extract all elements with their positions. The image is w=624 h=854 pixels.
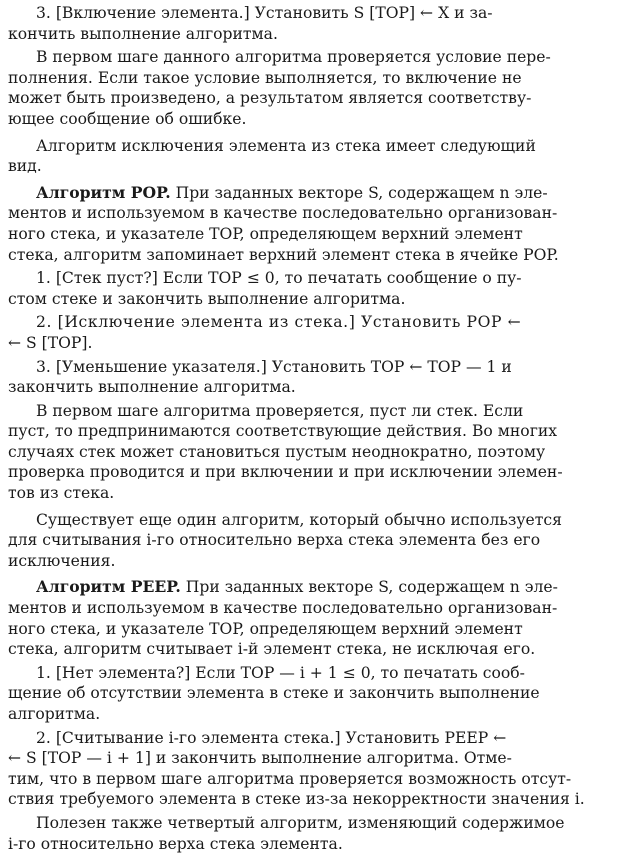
algorithm-peep-heading: Алгоритм PEEP. (36, 577, 181, 597)
text-line: ющее сообщение об ошибке. (8, 109, 247, 128)
text-line: закончить выполнение алгоритма. (8, 378, 296, 397)
text-line: стека, алгоритм считывает i-й элемент стека, не исключая его. (8, 640, 536, 659)
text-line: кончить выполнение алгоритма. (8, 24, 278, 43)
text-line: тов из стека. (8, 484, 115, 503)
text-line (8, 183, 612, 204)
closing-paragraph (8, 813, 612, 854)
pop-step-3 (8, 357, 612, 398)
text-line: В первом шаге данного алгоритма проверяется условие пере- (36, 48, 551, 67)
text-line: стом стеке и закончить выполнение алгоритма. (8, 289, 406, 308)
text-line: ного стека, и указателе TOP, определяющем верхний элемент (8, 224, 523, 243)
text-line: может быть произведено, а результатом является соответству- (8, 89, 532, 108)
pop-intro (8, 136, 612, 177)
text-line: 1. [Стек пуст?] Если TOP ≤ 0, то печатать сообщение о пу- (36, 269, 522, 288)
peep-intro (8, 510, 612, 572)
text-line: ← S [TOP]. (8, 333, 93, 352)
push-explanation (8, 47, 612, 129)
text-line: случаях стек может становиться пустым неоднократно, поэтому (8, 442, 546, 461)
pop-step-2 (8, 312, 612, 353)
text-line: для считывания i-го относительно верха стека элемента без его (8, 531, 541, 550)
text-line: проверка проводится и при включении и при исключении элемен- (8, 463, 563, 482)
text-line: пуст, то предпринимаются соответствующие действия. Во многих (8, 422, 558, 441)
pop-step-1 (8, 268, 612, 309)
text-line: полнения. Если такое условие выполняется, то включение не (8, 68, 522, 87)
text-line: Полезен также четвертый алгоритм, изменяющий содержимое (36, 813, 565, 832)
peep-step-2 (8, 728, 612, 810)
text-line: стека, алгоритм запоминает верхний элемент стека в ячейке POP. (8, 245, 559, 264)
algorithm-peep-definition (8, 577, 612, 659)
text-line: ← S [TOP — i + 1] и закончить выполнение алгоритма. Отме- (8, 749, 512, 768)
text-line: вид. (8, 157, 42, 176)
text-line: алгоритма. (8, 705, 101, 723)
text-line: ментов и используемом в качестве последовательно организован- (8, 599, 558, 618)
text-line: щение об отсутствии элемента в стеке и закончить выполнение (8, 684, 540, 703)
push-step-3 (8, 3, 612, 44)
text-line: тим, что в первом шаге алгоритма проверяется возможность отсут- (8, 769, 572, 788)
text-line: ствия требуемого элемента в стеке из-за некорректности значения i. (8, 790, 585, 809)
text-fragment: При заданных векторе S, содержащем n эле- (170, 183, 548, 202)
text-line (8, 577, 612, 598)
text-line: Существует еще один алгоритм, который обычно используется (36, 510, 562, 529)
text-line: ного стека, и указателе TOP, определяющем верхний элемент (8, 619, 523, 638)
text-line: 1. [Нет элемента?] Если TOP — i + 1 ≤ 0, то печатать сооб- (36, 663, 525, 682)
text-line: 2. [Считывание i-го элемента стека.] Установить PEEP ← (36, 728, 507, 747)
text-line: В первом шаге алгоритма проверяется, пуст ли стек. Если (36, 401, 524, 420)
text-line: 2. [Исключение элемента из стека.] Установить POP ← (36, 313, 522, 332)
text-fragment: При заданных векторе S, содержащем n эле- (180, 578, 558, 597)
text-line: Алгоритм исключения элемента из стека имеет следующий (36, 136, 536, 155)
text-line: i-го относительно верха стека элемента. (8, 834, 343, 853)
algorithm-pop-heading: Алгоритм POP. (36, 182, 171, 202)
text-line: 3. [Уменьшение указателя.] Установить TOP ← TOP — 1 и (36, 357, 512, 376)
text-line: ментов и используемом в качестве последовательно организован- (8, 204, 558, 223)
text-line: исключения. (8, 551, 116, 570)
algorithm-pop-definition (8, 183, 612, 265)
text-line: 3. [Включение элемента.] Установить S [TOP] ← X и за- (36, 4, 493, 22)
peep-step-1 (8, 663, 612, 725)
pop-explanation (8, 401, 612, 504)
